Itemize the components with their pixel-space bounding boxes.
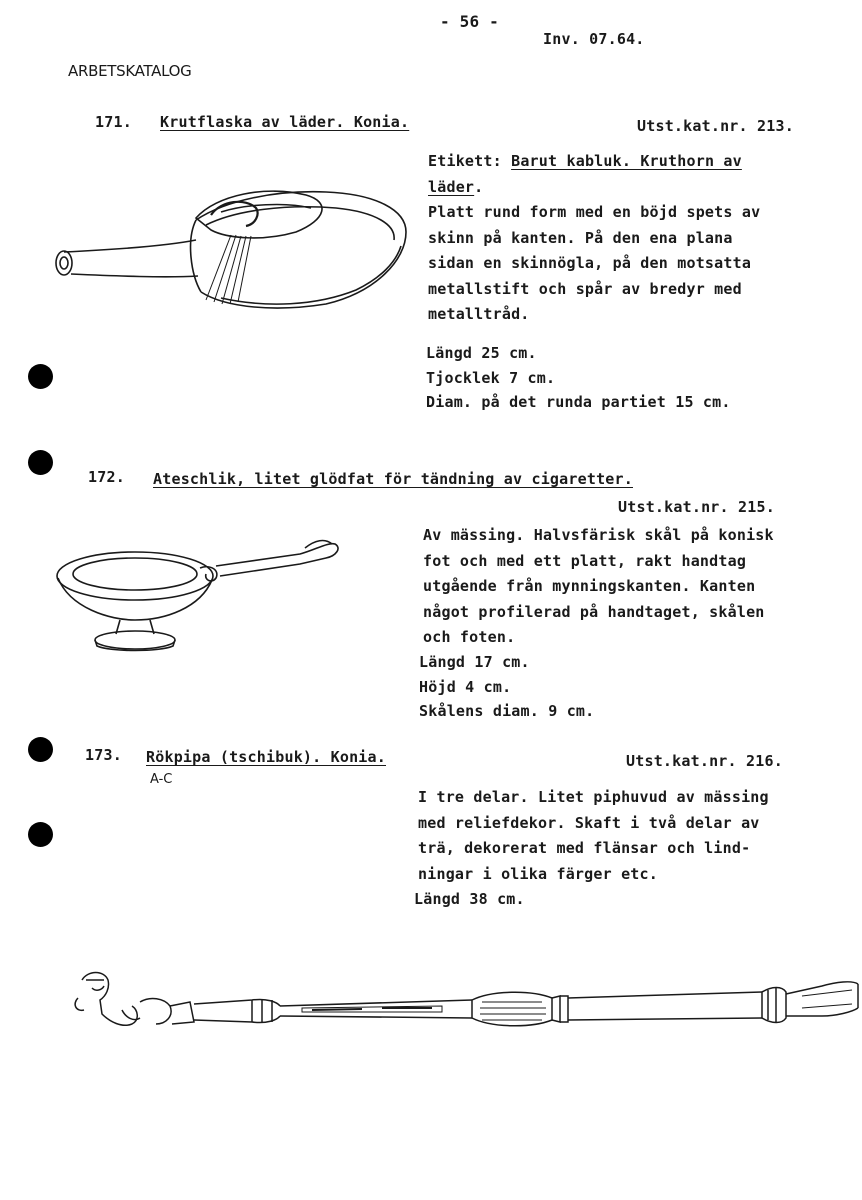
label-prefix: Etikett: [428, 152, 502, 170]
exhibit-ref: Utst.kat.nr. 215. [618, 498, 775, 516]
measurement: Höjd 4 cm. [419, 677, 512, 696]
entry-description: Etikett: Barut kabluk. Kruthorn av läder. Platt rund form med en böjd spets av skinn på kanten. På den ena plana sidan en skinnögla, på den motsatta metallstift och spår av bredyr med metalltråd. [428, 149, 760, 328]
punch-hole [28, 450, 53, 475]
desc-line: ningar i olika färger etc. [418, 864, 658, 883]
handwritten-note: A-C [150, 772, 173, 787]
desc-line: med reliefdekor. Skaft i två delar av [418, 813, 760, 832]
desc-line: Av mässing. Halvsfärisk skål på konisk [423, 526, 774, 544]
entry-number: 172. [88, 468, 125, 486]
label-text-cont: läder [428, 177, 475, 196]
entry-title: Krutflaska av läder. Konia. [160, 113, 410, 131]
desc-line: metallstift och spår av bredyr med [428, 279, 742, 298]
entry-measurements [419, 650, 594, 724]
inventory-number: Inv. 07.64. [543, 30, 645, 48]
measurement: Skålens diam. 9 cm. [419, 702, 595, 720]
exhibit-ref: Utst.kat.nr. 216. [626, 752, 783, 770]
desc-line: metalltråd. [428, 305, 530, 323]
tobacco-pipe-illustration [62, 962, 860, 1042]
punch-hole [28, 364, 53, 389]
punch-hole [28, 737, 53, 762]
entry-description [423, 523, 774, 651]
exhibit-ref: Utst.kat.nr. 213. [637, 117, 794, 135]
desc-line: I tre delar. Litet piphuvud av mässing [418, 788, 769, 806]
entry-title: Rökpipa (tschibuk). Konia. [146, 748, 386, 766]
label-text: Barut kabluk. Kruthorn av [511, 152, 742, 170]
desc-line: Platt rund form med en böjd spets av [428, 203, 761, 221]
page-number: - 56 - [440, 12, 499, 31]
entry-title: Ateschlik, litet glödfat för tändning av cigaretter. [153, 470, 633, 488]
catalog-stamp: ARBETSKATALOG [68, 62, 192, 80]
ember-dish-illustration [50, 528, 350, 658]
measurement: Längd 38 cm. [414, 890, 525, 908]
desc-line: något profilerad på handtaget, skålen [423, 602, 765, 621]
entry-measurements [414, 887, 525, 912]
desc-line: fot och med ett platt, rakt handtag [423, 551, 747, 570]
measurement: Diam. på det runda partiet 15 cm. [426, 393, 731, 411]
powder-flask-illustration [46, 180, 426, 330]
entry-description [418, 785, 769, 887]
desc-line: sidan en skinnögla, på den motsatta [428, 254, 752, 272]
desc-line: utgående från mynningskanten. Kanten [423, 577, 756, 595]
entry-number: 173. [85, 746, 122, 764]
desc-line: skinn på kanten. På den ena plana [428, 228, 733, 247]
desc-line: och foten. [423, 628, 516, 646]
entry-measurements [426, 341, 731, 415]
desc-line: trä, dekorerat med flänsar och lind- [418, 839, 751, 857]
entry-number: 171. [95, 113, 132, 131]
measurement: Längd 17 cm. [419, 653, 530, 671]
measurement: Längd 25 cm. [426, 344, 537, 362]
measurement: Tjocklek 7 cm. [426, 368, 556, 387]
punch-hole [28, 822, 53, 847]
